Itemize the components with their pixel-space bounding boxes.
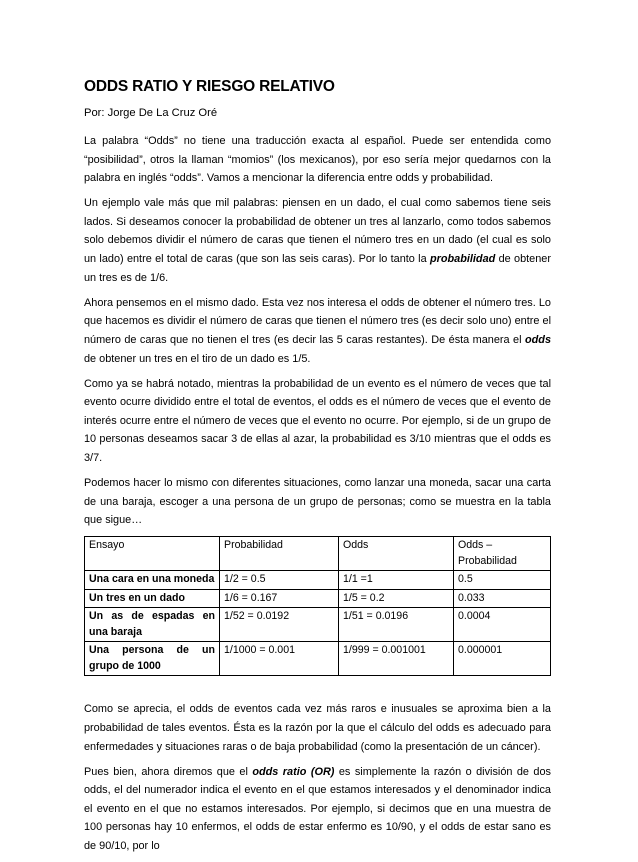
table-cell: 0.000001 <box>454 642 551 676</box>
paragraph-7-text-b: es simplemente la razón o división de dos odds, el del numerador indica el evento en el que estamos interesados y el denominador indica el evento en el que no estamos interesados. Por ejemplo, si decimos que en una muestra de 100 personas hay 10 enfermos, el odds de estar enfermo es 10/90, y el odds de estar sano es de 90/10, por lo <box>84 765 551 853</box>
paragraph-6: Como se aprecia, el odds de eventos cada vez más raros e inusuales se aproxima bien a la probabilidad de tales eventos. Ésta es la razón por la que el cálculo del odds es adecuado para enfermedades y situaciones raras o de baja probabilidad (como la presentación de un cáncer). <box>84 703 551 753</box>
table-cell: 1/999 = 0.001001 <box>339 642 454 676</box>
table-header-row <box>85 537 551 571</box>
table-cell: 1/1000 = 0.001 <box>220 642 339 676</box>
table-cell: Un tres en un dado <box>85 589 220 608</box>
document-title: ODDS RATIO Y RIESGO RELATIVO <box>84 78 335 95</box>
table-row <box>85 571 551 590</box>
table-cell: 1/6 = 0.167 <box>220 589 339 608</box>
table-header-cell: Odds <box>339 537 454 571</box>
table-cell: 1/1 =1 <box>339 571 454 590</box>
table-header-cell: Odds – Probabilidad <box>454 537 551 571</box>
table-header-cell: Probabilidad <box>220 537 339 571</box>
paragraph-3-text-a: Ahora pensemos en el mismo dado. Esta vez nos interesa el odds de obtener el número tres. Lo que hacemos es dividir el número de caras que tienen el número tres (es decir solo uno) entre el número de caras que no tienen el tres (es decir las 5 caras restantes). De ésta manera el <box>84 296 551 346</box>
paragraph-2 <box>84 194 551 287</box>
paragraph-3-emphasis: odds <box>524 333 551 346</box>
table-cell: 0.033 <box>454 589 551 608</box>
paragraph-2-emphasis: probabilidad <box>429 253 496 266</box>
paragraph-3-text-b: de obtener un tres en el tiro de un dado es 1/5. <box>84 352 311 365</box>
paragraph-1: La palabra “Odds” no tiene una traducción exacta al español. Puede ser entendida como “posibilidad”, otros la llaman “momios” (los mexicanos), por eso sería mejor quedarnos con la palabra en inglés “odds”. Vamos a mencionar la diferencia entre odds y probabilidad. <box>84 135 551 185</box>
paragraph-2-text-a: Un ejemplo vale más que mil palabras: piensen en un dado, el cual como sabemos tiene seis lados. Si deseamos conocer la probabilidad de obtener un tres al lanzarlo, como todos sabemos solo debemos dividir el número de caras que tienen el número tres en un dado (el cual es solo un lado) entre el total de caras (que son las seis caras). Por lo tanto la <box>84 197 551 266</box>
table-row <box>85 642 551 676</box>
paragraph-7-text-a: Pues bien, ahora diremos que el <box>84 765 253 778</box>
table-cell: 1/51 = 0.0196 <box>339 608 454 642</box>
odds-probability-table <box>84 536 551 676</box>
table-cell: 1/2 = 0.5 <box>220 571 339 590</box>
table-cell: 1/52 = 0.0192 <box>220 608 339 642</box>
table-cell: Una persona de un grupo de 1000 <box>85 642 220 676</box>
table-row <box>85 589 551 608</box>
table-cell: Un as de espadas en una baraja <box>85 608 220 642</box>
table-cell: Una cara en una moneda <box>85 571 220 590</box>
table-cell: 0.0004 <box>454 608 551 642</box>
paragraph-3 <box>84 294 551 368</box>
paragraph-5: Podemos hacer lo mismo con diferentes situaciones, como lanzar una moneda, sacar una carta de una baraja, escoger a una persona de un grupo de personas; como se muestra en la tabla que sigue… <box>84 477 551 527</box>
table-row <box>85 608 551 642</box>
table-header-cell: Ensayo <box>85 537 220 571</box>
document-page <box>84 78 551 862</box>
table-cell: 0.5 <box>454 571 551 590</box>
paragraph-4: Como ya se habrá notado, mientras la probabilidad de un evento es el número de veces que tal evento ocurre dividido entre el total de eventos, el odds es el número de veces que el evento de interés ocurre entre el número de veces que el evento no ocurre. Por ejemplo, si de un grupo de 10 personas deseamos sacar 3 de ellas al azar, la probabilidad es 3/10 mientras que el odds es 3/7. <box>84 377 551 464</box>
paragraph-7 <box>84 763 551 856</box>
table-cell: 1/5 = 0.2 <box>339 589 454 608</box>
paragraph-7-emphasis: odds ratio (OR) <box>252 765 335 778</box>
paragraph-2-text-b: de obtener un tres es de 1/6. <box>84 253 551 284</box>
document-author: Por: Jorge De La Cruz Oré <box>84 107 218 119</box>
